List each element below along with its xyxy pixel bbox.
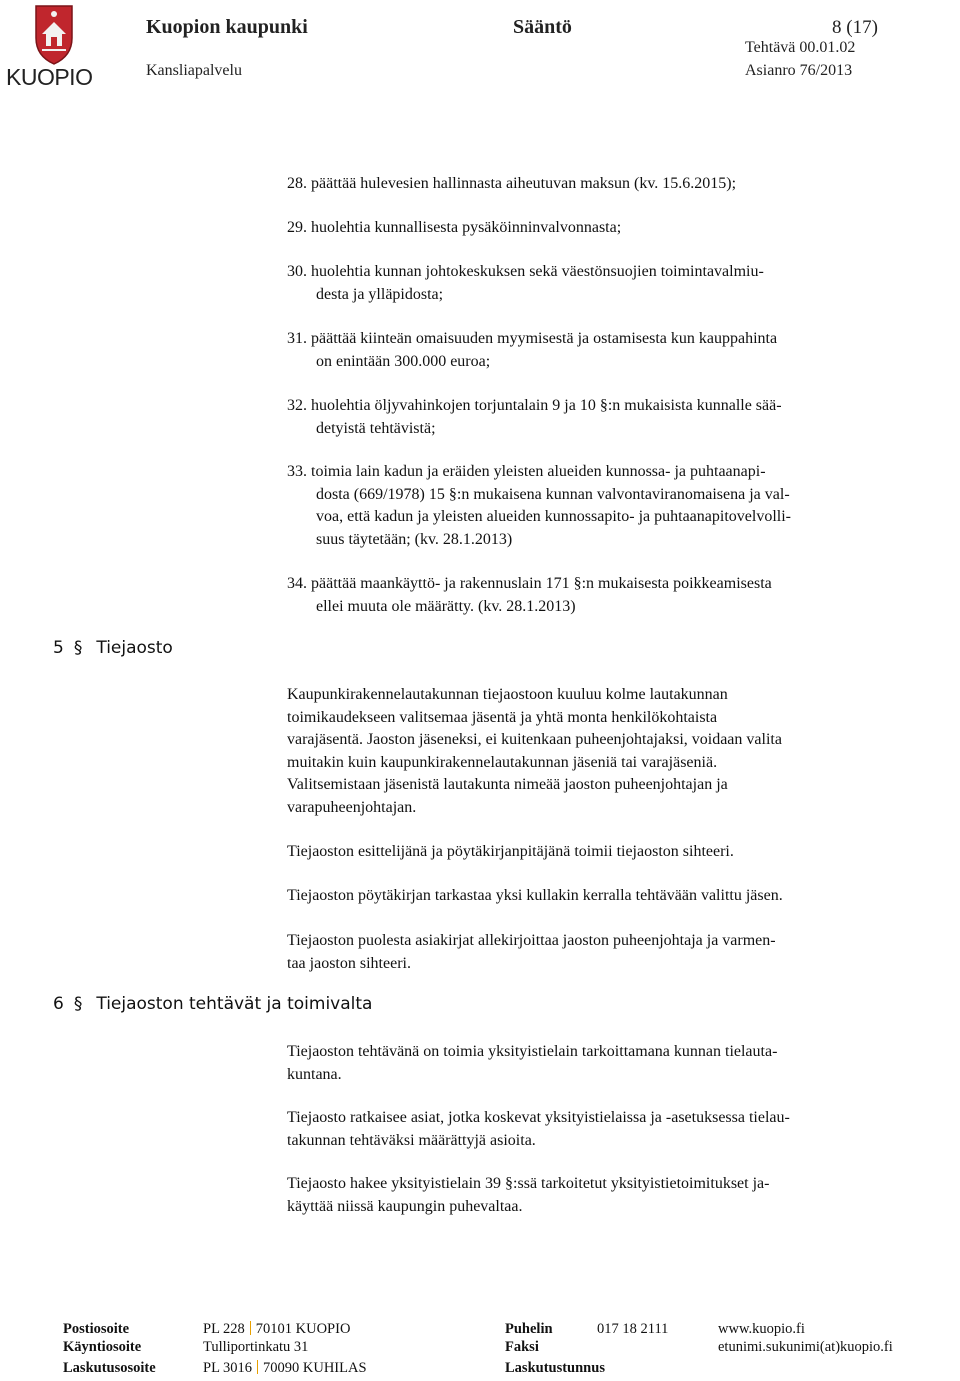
paragraph-line: varajäsentä. Jaoston jäseneksi, ei kuitenkaan puheenjohtajaksi, voidaan valita bbox=[287, 731, 782, 749]
list-item bbox=[287, 573, 952, 618]
paragraph-line: kuntana. bbox=[287, 1065, 342, 1083]
paragraph bbox=[287, 841, 957, 864]
document-type: Sääntö bbox=[513, 16, 572, 38]
paragraph bbox=[287, 885, 957, 908]
paragraph-line: Tiejaoston pöytäkirjan tarkastaa yksi kullakin kerralla tehtävään valittu jäsen. bbox=[287, 887, 783, 904]
billing-city: 70090 KUHILAS bbox=[263, 1360, 367, 1376]
visiting-address: Tulliportinkatu 31 bbox=[203, 1339, 309, 1355]
paragraph-line: muitakin kuin kaupunkirakennelautakunnan jäseniä tai varajäseniä. bbox=[287, 753, 718, 771]
list-item-text: dosta (669/1978) 15 §:n mukaisena kunnan valvontaviranomaisena ja val- bbox=[316, 485, 790, 503]
task-code: Tehtävä 00.01.02 bbox=[745, 39, 856, 56]
list-item-text: 30. huolehtia kunnan johtokeskuksen sekä väestönsuojien toimintavalmiu- bbox=[287, 263, 764, 280]
list-item-text: 32. huolehtia öljyvahinkojen torjuntalain 9 ja 10 §:n mukaisista kunnalle sää- bbox=[287, 397, 782, 414]
list-item-text: 34. päättää maankäyttö- ja rakennuslain 171 §:n mukaisesta poikkeamisesta bbox=[287, 575, 772, 592]
department-name: Kansliapalvelu bbox=[146, 62, 242, 79]
separator bbox=[257, 1360, 258, 1374]
phone-label: Puhelin bbox=[505, 1321, 553, 1337]
list-item-text: voa, että kadun ja yleisten alueiden kunnossapito- ja puhtaanapitovelvolli- bbox=[316, 508, 791, 525]
paragraph bbox=[287, 1107, 957, 1152]
postal-box: PL 228 bbox=[203, 1321, 245, 1337]
coat-of-arms-icon bbox=[6, 4, 102, 66]
list-item-text: 28. päättää hulevesien hallinnasta aiheutuvan maksun (kv. 15.6.2015); bbox=[287, 175, 737, 192]
list-item bbox=[287, 173, 952, 196]
list-item-text: on enintään 300.000 euroa; bbox=[316, 352, 491, 370]
paragraph bbox=[287, 930, 957, 975]
paragraph-line: Tiejaoston puolesta asiakirjat allekirjoittaa jaoston puheenjohtaja ja varmen- bbox=[287, 932, 776, 949]
list-item-text: ellei muuta ole määrätty. (kv. 28.1.2013) bbox=[316, 597, 576, 615]
paragraph bbox=[287, 1173, 957, 1218]
paragraph-line: Tiejaoston tehtävänä on toimia yksityistielain tarkoittamana kunnan tielauta- bbox=[287, 1043, 778, 1060]
billing-box: PL 3016 bbox=[203, 1360, 253, 1376]
postal-label: Postiosoite bbox=[63, 1321, 130, 1337]
paragraph-line: Tiejaoston esittelijänä ja pöytäkirjanpitäjänä toimii tiejaoston sihteeri. bbox=[287, 843, 734, 860]
section-title: Tiejaoston tehtävät ja toimivalta bbox=[96, 994, 373, 1014]
section-symbol: § bbox=[73, 638, 83, 658]
list-item-text: desta ja ylläpidosta; bbox=[316, 285, 444, 303]
list-item-text: suus täytetään; (kv. 28.1.2013) bbox=[316, 530, 513, 548]
logo-text: KUOPIO bbox=[6, 64, 93, 90]
paragraph-line: Tiejaosto ratkaisee asiat, jotka koskevat yksityistielaissa ja -asetuksessa tielau- bbox=[287, 1109, 790, 1126]
paragraph-line: takunnan tehtäväksi määrättyjä asioita. bbox=[287, 1131, 536, 1149]
billing-id-label: Laskutustunnus bbox=[505, 1360, 605, 1376]
section-number: 5 bbox=[53, 638, 64, 658]
section-symbol: § bbox=[73, 994, 83, 1014]
visiting-address-label: Käyntiosoite bbox=[63, 1339, 142, 1355]
page-number: 8 (17) bbox=[832, 17, 878, 38]
email-address[interactable]: etunimi.sukunimi(at)kuopio.fi bbox=[718, 1339, 893, 1355]
paragraph-line: Valitsemistaan jäsenistä lautakunta nimeää jaoston puheenjohtajan ja bbox=[287, 776, 728, 794]
paragraph-line: Kaupunkirakennelautakunnan tiejaostoon kuuluu kolme lautakunnan bbox=[287, 686, 728, 703]
paragraph-line: varapuheenjohtajan. bbox=[287, 798, 417, 816]
fax-label: Faksi bbox=[505, 1339, 539, 1355]
paragraph-line: toimikaudekseen valitsemaa jäsentä ja yhtä monta henkilökohtaista bbox=[287, 708, 718, 726]
postal-city: 70101 KUOPIO bbox=[255, 1321, 351, 1337]
organization-name: Kuopion kaupunki bbox=[146, 16, 308, 38]
section-heading bbox=[53, 638, 173, 658]
phone-number: 017 18 2111 bbox=[597, 1321, 669, 1337]
billing-address-label: Laskutusosoite bbox=[63, 1360, 156, 1376]
list-item-text: 29. huolehtia kunnallisesta pysäköinninvalvonnasta; bbox=[287, 219, 622, 236]
list-item bbox=[287, 261, 952, 306]
paragraph-line: käyttää niissä kaupungin puhevaltaa. bbox=[287, 1197, 523, 1215]
paragraph bbox=[287, 684, 957, 820]
website-link[interactable]: www.kuopio.fi bbox=[718, 1321, 805, 1337]
list-item bbox=[287, 217, 952, 240]
paragraph bbox=[287, 1041, 957, 1086]
list-item-text: detyistä tehtävistä; bbox=[316, 419, 436, 437]
separator bbox=[250, 1321, 251, 1335]
list-item bbox=[287, 461, 952, 551]
paragraph-line: Tiejaosto hakee yksityistielain 39 §:ssä tarkoitetut yksityistietoimitukset ja- bbox=[287, 1175, 770, 1192]
section-number: 6 bbox=[53, 994, 64, 1014]
list-item bbox=[287, 395, 952, 440]
section-heading bbox=[53, 994, 372, 1014]
list-item-text: 31. päättää kiinteän omaisuuden myymisestä ja ostamisesta kun kauppahinta bbox=[287, 330, 778, 347]
case-number: Asianro 76/2013 bbox=[745, 62, 853, 79]
paragraph-line: taa jaoston sihteeri. bbox=[287, 954, 411, 972]
section-title: Tiejaosto bbox=[96, 638, 173, 658]
list-item bbox=[287, 328, 952, 373]
list-item-text: 33. toimia lain kadun ja eräiden yleisten alueiden kunnossa- ja puhtaanapi- bbox=[287, 463, 766, 480]
kuopio-logo bbox=[6, 4, 102, 94]
